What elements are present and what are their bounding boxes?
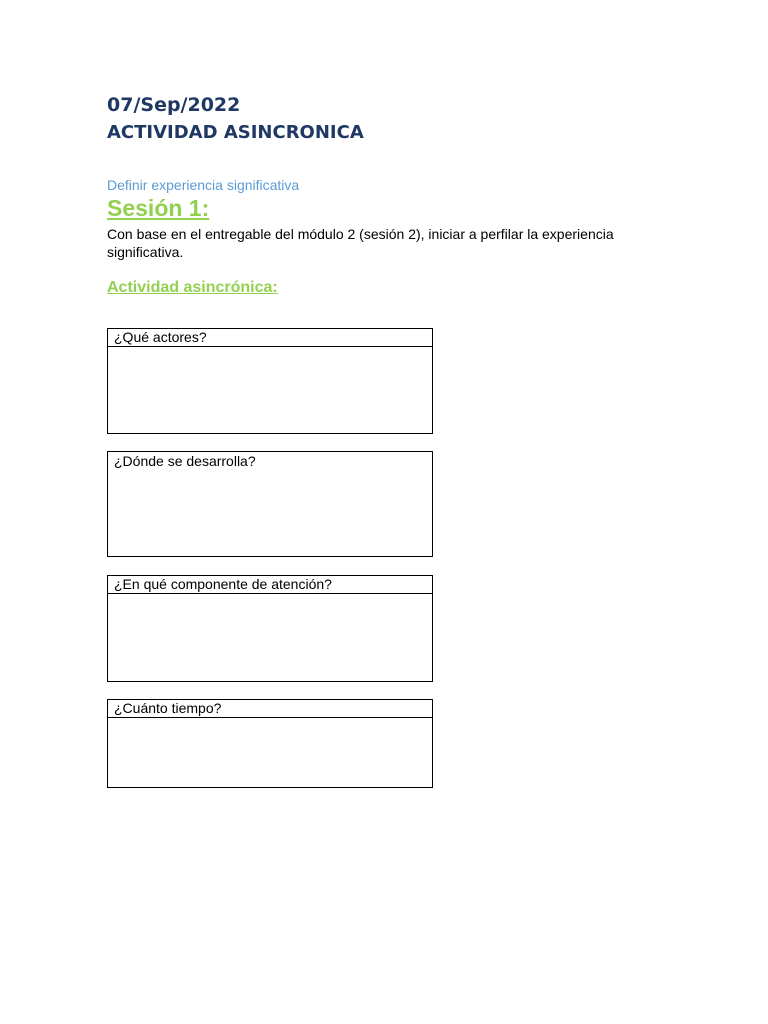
activity-heading: Actividad asincrónica: bbox=[107, 279, 278, 296]
session-description: Con base en el entregable del módulo 2 (sesión 2), iniciar a perfilar la experiencia significativa. bbox=[107, 226, 614, 260]
question-box-location[interactable] bbox=[107, 451, 433, 557]
question-label: ¿Dónde se desarrolla? bbox=[114, 453, 256, 469]
question-label: ¿En qué componente de atención? bbox=[108, 576, 432, 594]
question-label: ¿Cuánto tiempo? bbox=[108, 700, 432, 718]
document-date: 07/Sep/2022 bbox=[107, 94, 241, 116]
question-label: ¿Qué actores? bbox=[108, 329, 432, 347]
session-heading: Sesión 1: bbox=[107, 195, 210, 221]
question-box-time[interactable] bbox=[107, 699, 433, 788]
question-box-actors[interactable] bbox=[107, 328, 433, 434]
section-subtitle: Definir experiencia significativa bbox=[107, 177, 300, 193]
question-box-component[interactable] bbox=[107, 575, 433, 682]
document-title: ACTIVIDAD ASINCRONICA bbox=[107, 122, 364, 143]
